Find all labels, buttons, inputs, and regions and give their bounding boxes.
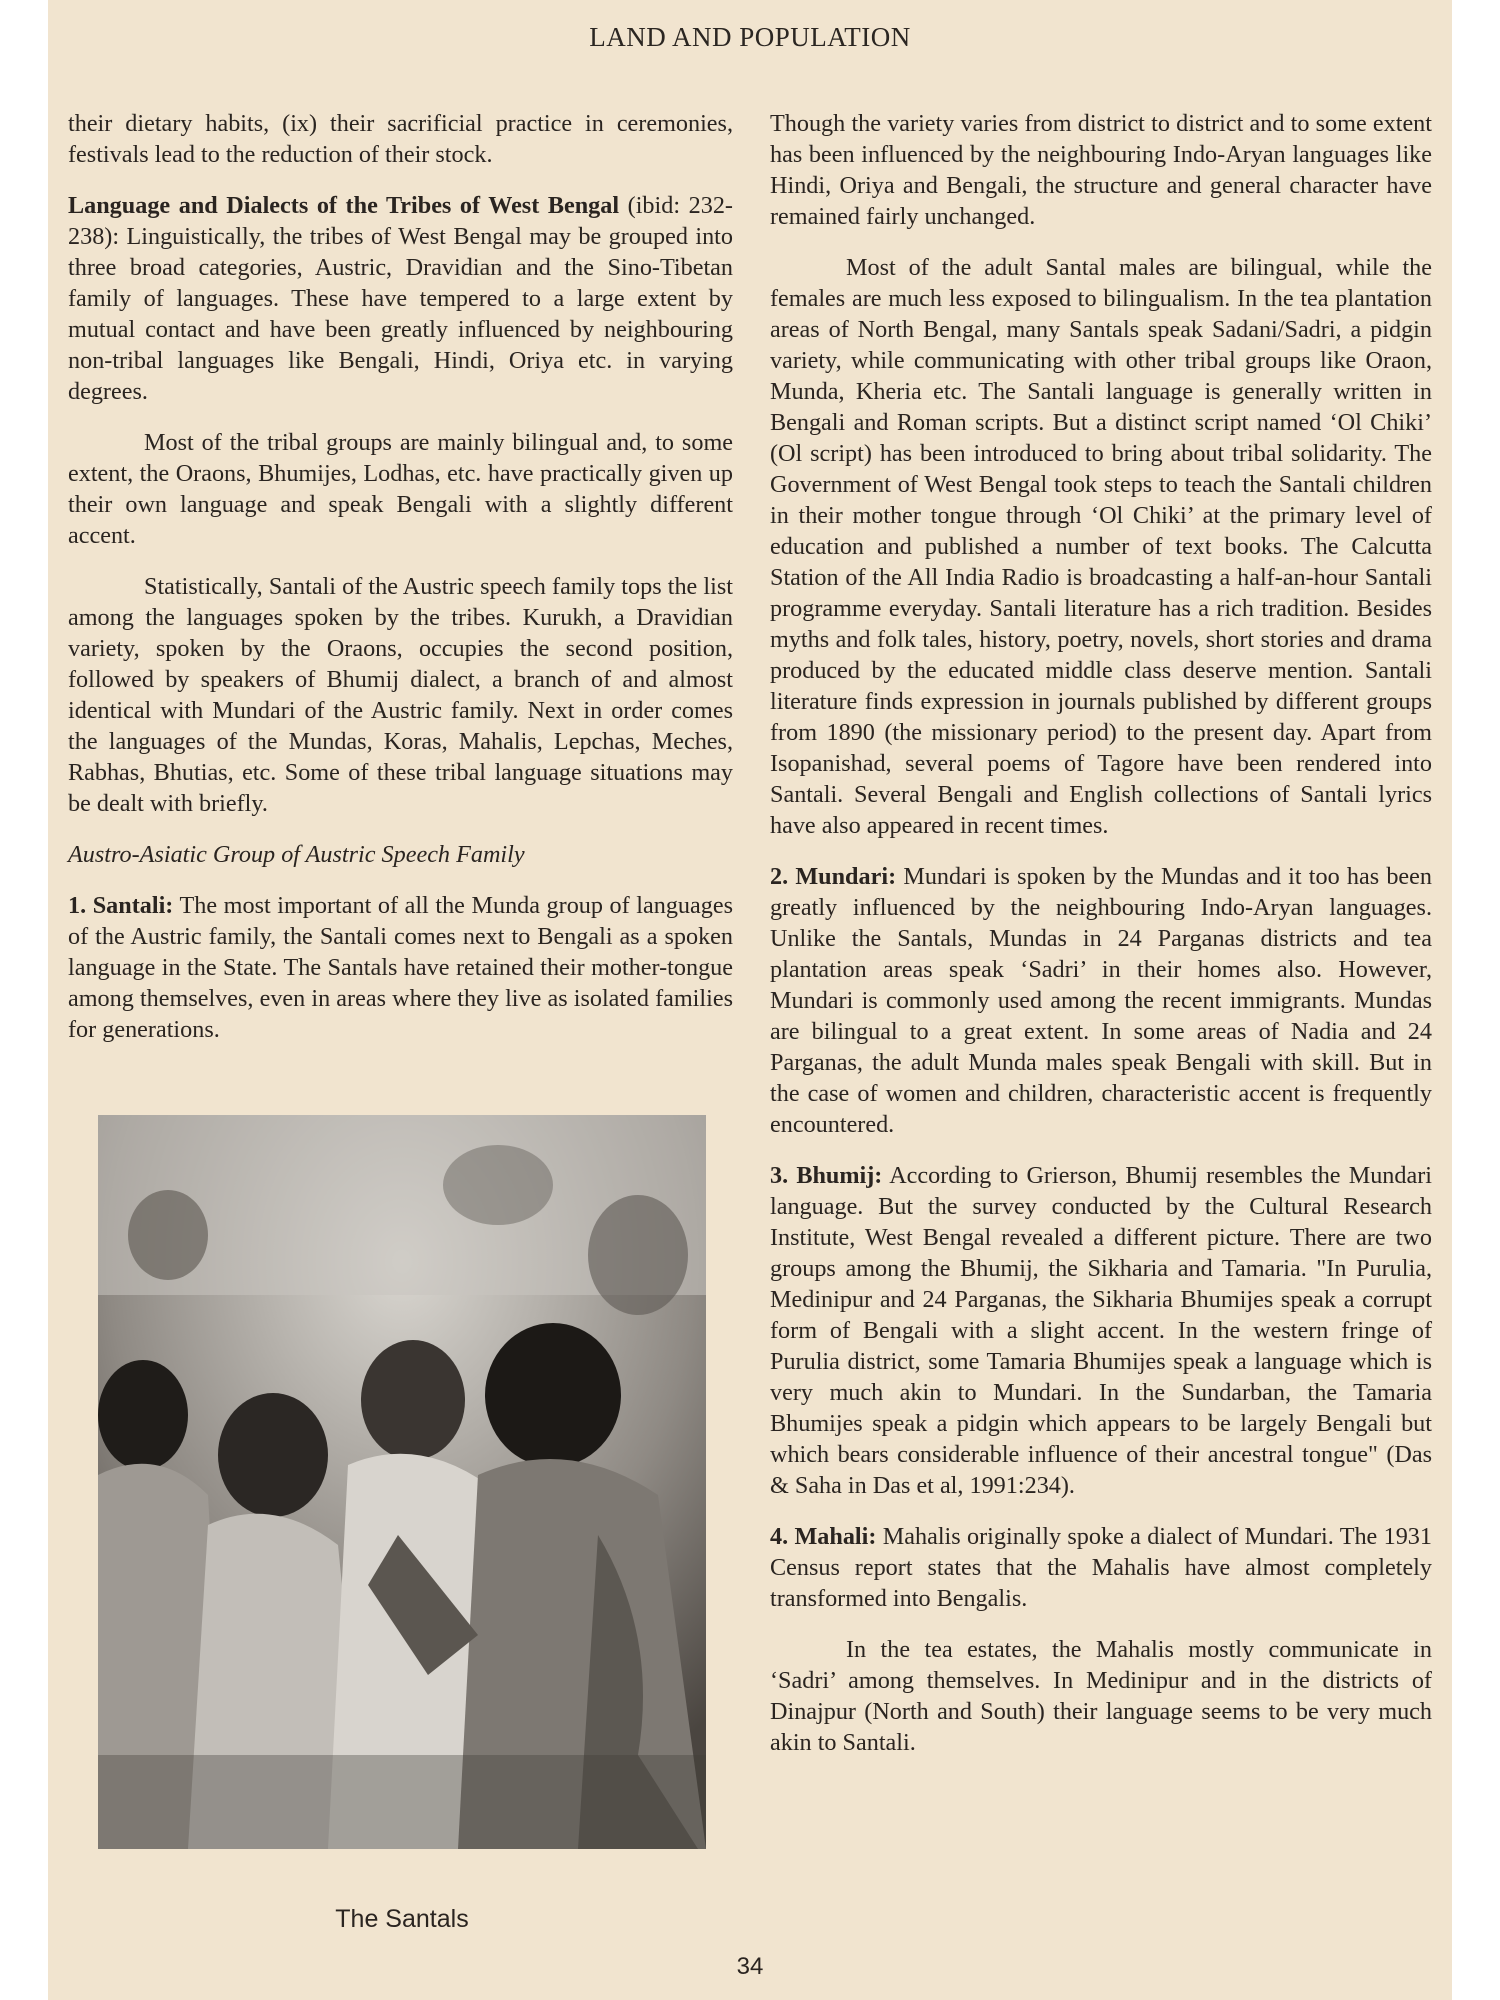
item-label: 4. Mahali:	[770, 1523, 877, 1550]
paragraph	[68, 190, 733, 407]
paragraph: their dietary habits, (ix) their sacrificial practice in ceremonies, festivals lead to the reduction of their stock.	[68, 110, 733, 168]
paragraph	[770, 1160, 1432, 1501]
paragraph: In the tea estates, the Mahalis mostly communicate in ‘Sadri’ among themselves. In Medinipur and in the districts of Dinajpur (North and South) their language seems to be very much akin to Santali.	[770, 1636, 1432, 1756]
right-column	[770, 108, 1432, 1778]
item-label: 2. Mundari:	[770, 863, 897, 890]
paragraph-text: (ibid: 232-238): Linguistically, the tribes of West Bengal may be grouped into three broad categories, Austric, Dravidian and the Sino-Tibetan family of languages. These have tempered to a large extent by mutual contact and have been greatly influenced by neighbouring non-tribal languages like Bengali, Hindi, Oriya etc. in varying degrees.	[68, 192, 733, 405]
paragraph	[770, 861, 1432, 1140]
photo-illustration	[98, 1115, 706, 1849]
paragraph: Though the variety varies from district to district and to some extent has been influenced by the neighbouring Indo-Aryan languages like Hindi, Oriya and Bengali, the structure and general character have remained fairly unchanged.	[770, 110, 1432, 230]
paragraph	[770, 1521, 1432, 1614]
santals-photo	[98, 1115, 706, 1849]
paragraph: Most of the adult Santal males are bilingual, while the females are much less exposed to bilingualism. In the tea plantation areas of North Bengal, many Santals speak Sadani/Sadri, a pidgin variety, while communicating with other tribal groups like Oraon, Munda, Kheria etc. The Santali language is generally written in Bengali and Roman scripts. But a distinct script named ‘Ol Chiki’ (Ol script) has been introduced to bring about tribal solidarity. The Government of West Bengal took steps to teach the Santali children in their mother tongue through ‘Ol Chiki’ at the primary level of education and published a number of text books. The Calcutta Station of the All India Radio is broadcasting a half-an-hour Santali programme everyday. Santali literature has a rich tradition. Besides myths and folk tales, history, poetry, novels, short stories and drama produced by the educated middle class deserve mention. Santali literature finds expression in journals published by different groups from 1890 (the missionary period) to the present day. Apart from Isopanishad, several poems of Tagore have been rendered into Santali. Several Bengali and English collections of Santali lyrics have also appeared in recent times.	[770, 254, 1432, 839]
item-label: 3. Bhumij:	[770, 1162, 883, 1189]
paragraph-text: Mahalis originally spoke a dialect of Mundari. The 1931 Census report states that the Mahalis have almost completely transformed into Bengalis.	[770, 1523, 1432, 1612]
paragraph: Most of the tribal groups are mainly bilingual and, to some extent, the Oraons, Bhumijes, Lodhas, etc. have practically given up their own language and speak Bengali with a slightly different accent.	[68, 429, 733, 549]
paragraph: Statistically, Santali of the Austric speech family tops the list among the languages spoken by the tribes. Kurukh, a Dravidian variety, spoken by the Oraons, occupies the second position, followed by speakers of Bhumij dialect, a branch of and almost identical with Mundari of the Austric family. Next in order comes the languages of the Mundas, Koras, Mahalis, Lepchas, Meches, Rabhas, Bhutias, etc. Some of these tribal language situations may be dealt with briefly.	[68, 573, 733, 817]
photo-caption: The Santals	[335, 1905, 469, 1933]
left-column	[68, 108, 733, 1065]
book-page	[48, 0, 1452, 2000]
running-header: LAND AND POPULATION	[589, 22, 911, 52]
paragraph-text: The most important of all the Munda group of languages of the Austric family, the Santali comes next to Bengali as a spoken language in the State. The Santals have retained their mother-tongue among themselves, even in areas where they live as isolated families for generations.	[68, 892, 733, 1043]
item-label: 1. Santali:	[68, 892, 174, 919]
paragraph-text: Mundari is spoken by the Mundas and it too has been greatly influenced by the neighbouring Indo-Aryan languages. Unlike the Santals, Mundas in 24 Parganas districts and tea plantation areas speak ‘Sadri’ in their homes also. However, Mundari is commonly used among the recent immigrants. Mundas are bilingual to a great extent. In some areas of Nadia and 24 Parganas, the adult Munda males speak Bengali with skill. But in the case of women and children, characteristic accent is frequently encountered.	[770, 863, 1432, 1138]
subheading: Austro-Asiatic Group of Austric Speech Family	[68, 841, 525, 868]
page-number: 34	[736, 1953, 764, 1980]
paragraph	[68, 890, 733, 1045]
section-heading: Language and Dialects of the Tribes of West Bengal	[68, 192, 620, 219]
paragraph-text: According to Grierson, Bhumij resembles the Mundari language. But the survey conducted by the Cultural Research Institute, West Bengal revealed a different picture. There are two groups among the Bhumij, the Sikharia and Tamaria. "In Purulia, Medinipur and 24 Parganas, the Sikharia Bhumijes speak a corrupt form of Bengali with a slight accent. In the western fringe of Purulia district, some Tamaria Bhumijes speak a language which is very much akin to Mundari. In the Sundarban, the Tamaria Bhumijes speak a pidgin which appears to be largely Bengali but which bears considerable influence of their ancestral tongue" (Das & Saha in Das et al, 1991:234).	[770, 1162, 1432, 1499]
